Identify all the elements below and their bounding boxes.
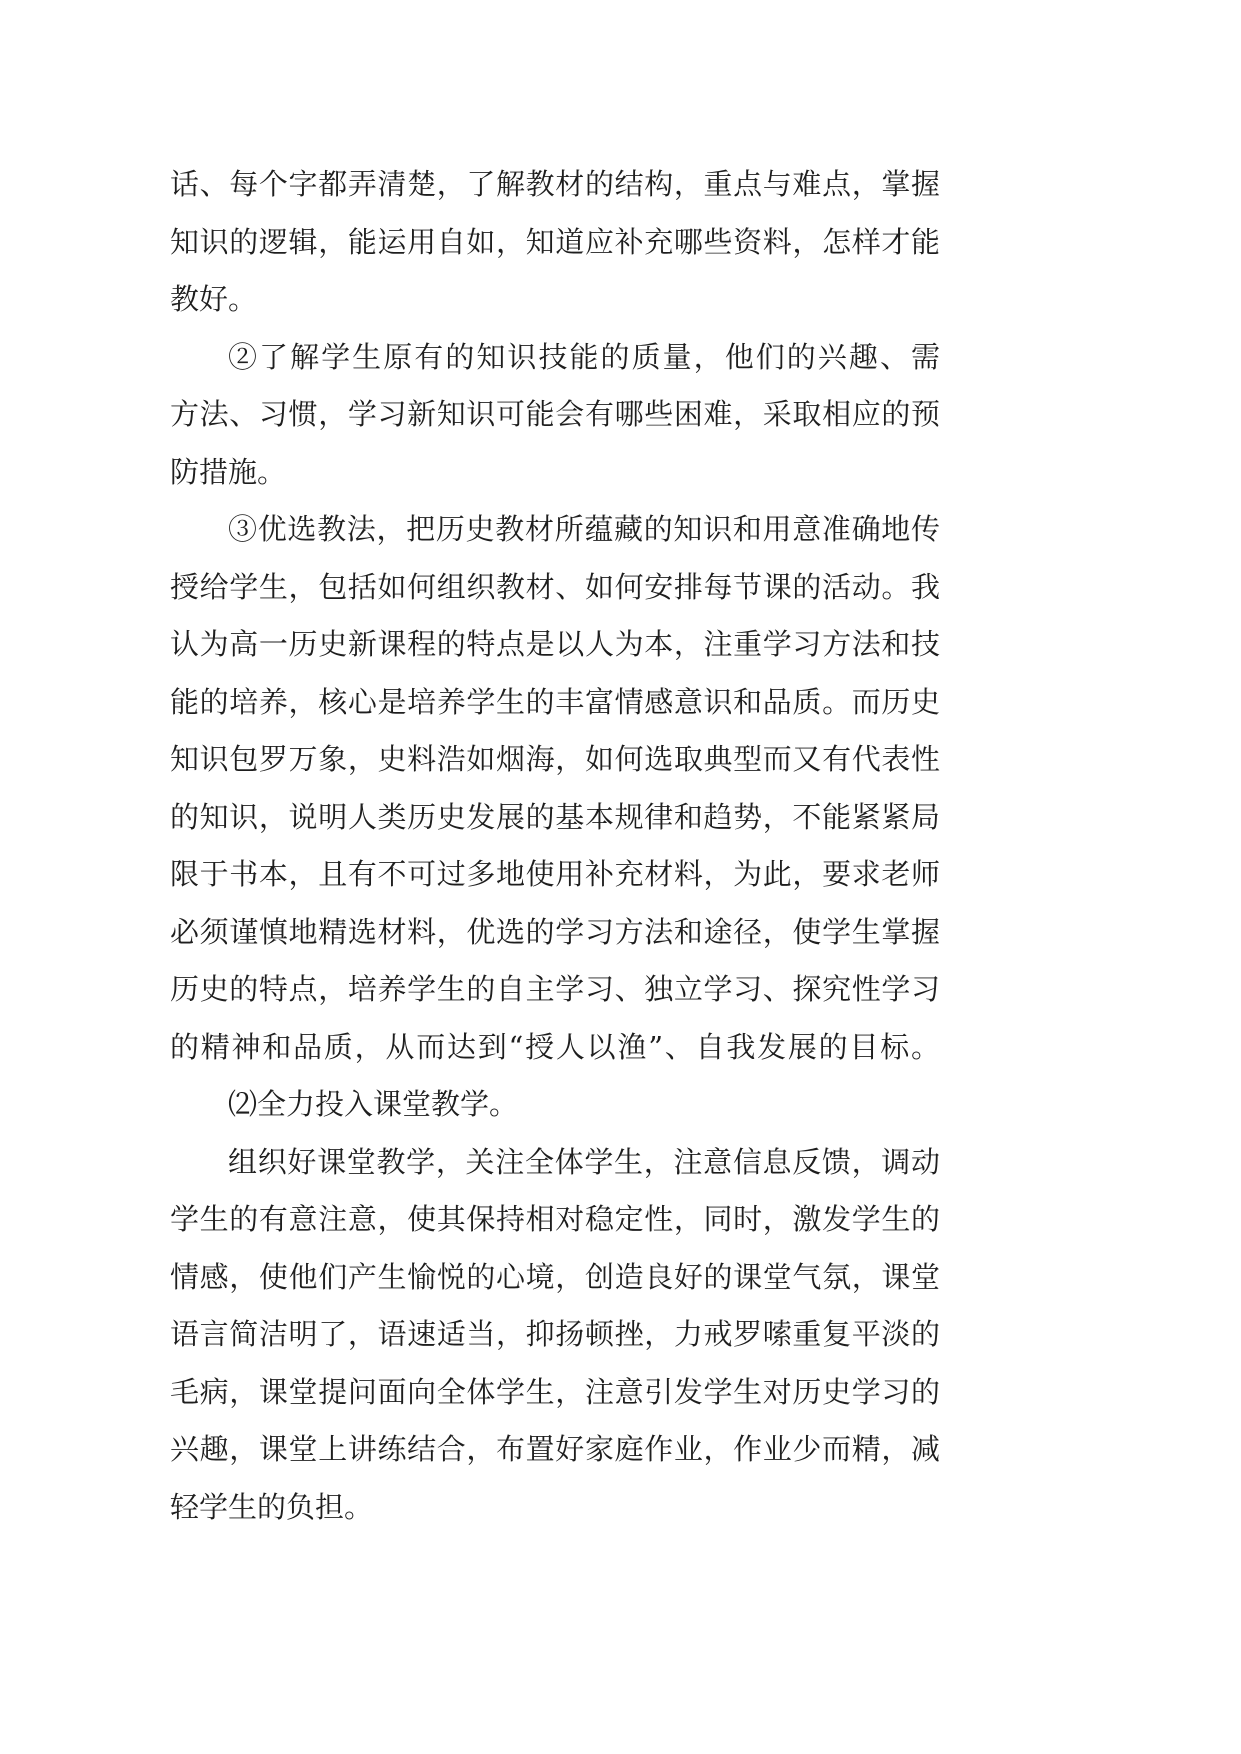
text-line: 的知识，说明人类历史发展的基本规律和趋势，不能紧紧局: [170, 799, 940, 834]
text-line: 教好。: [170, 282, 258, 316]
text-line: 必须谨慎地精选材料，优选的学习方法和途径，使学生掌握: [170, 914, 940, 949]
text-line: 防措施。: [170, 454, 287, 489]
text-line: 知识包罗万象，史料浩如烟海，如何选取典型而又有代表性: [170, 742, 940, 776]
paragraph-item-2: [170, 329, 940, 502]
text-line: 认为高一历史新课程的特点是以人为本，注重学习方法和技: [170, 627, 940, 661]
text-line: ②了解学生原有的知识技能的质量，他们的兴趣、需: [228, 339, 940, 374]
paragraph-item-3: [170, 501, 940, 1076]
text-line: 知识的逻辑，能运用自如，知道应补充哪些资料，怎样才能: [170, 224, 940, 259]
paragraph-classroom: [170, 1134, 940, 1537]
text-line: 语言简洁明了，语速适当，抑扬顿挫，力戒罗嗦重复平淡的: [170, 1317, 940, 1351]
text-line: 的精神和品质，从而达到“授人以渔”、自我发展的目标。: [170, 1029, 940, 1064]
text-line: 学生的有意注意，使其保持相对稳定性，同时，激发学生的: [170, 1202, 940, 1236]
text-line: 轻学生的负担。: [170, 1489, 374, 1524]
text-line: ⑵全力投入课堂教学。: [228, 1087, 519, 1121]
text-line: 限于书本，且有不可过多地使用补充材料，为此，要求老师: [170, 857, 940, 891]
section-heading: [170, 1076, 940, 1134]
text-line: 历史的特点，培养学生的自主学习、独立学习、探究性学习: [170, 972, 940, 1006]
text-line: 兴趣，课堂上讲练结合，布置好家庭作业，作业少而精，减: [170, 1432, 940, 1466]
text-line: 情感，使他们产生愉悦的心境，创造良好的课堂气氛，课堂: [170, 1259, 940, 1294]
text-line: 能的培养，核心是培养学生的丰富情感意识和品质。而历史: [170, 684, 940, 719]
text-line: 授给学生，包括如何组织教材、如何安排每节课的活动。我: [170, 569, 940, 604]
text-line: 毛病，课堂提问面向全体学生，注意引发学生对历史学习的: [170, 1374, 940, 1409]
text-line: ③优选教法，把历史教材所蕴藏的知识和用意准确地传: [228, 512, 940, 546]
text-line: 方法、习惯，学习新知识可能会有哪些困难，采取相应的预: [170, 397, 940, 431]
body-text: [170, 156, 940, 1536]
paragraph-continuation: [170, 156, 940, 329]
text-line: 话、每个字都弄清楚，了解教材的结构，重点与难点，掌握: [170, 167, 940, 201]
text-line: 组织好课堂教学，关注全体学生，注意信息反馈，调动: [228, 1144, 940, 1179]
